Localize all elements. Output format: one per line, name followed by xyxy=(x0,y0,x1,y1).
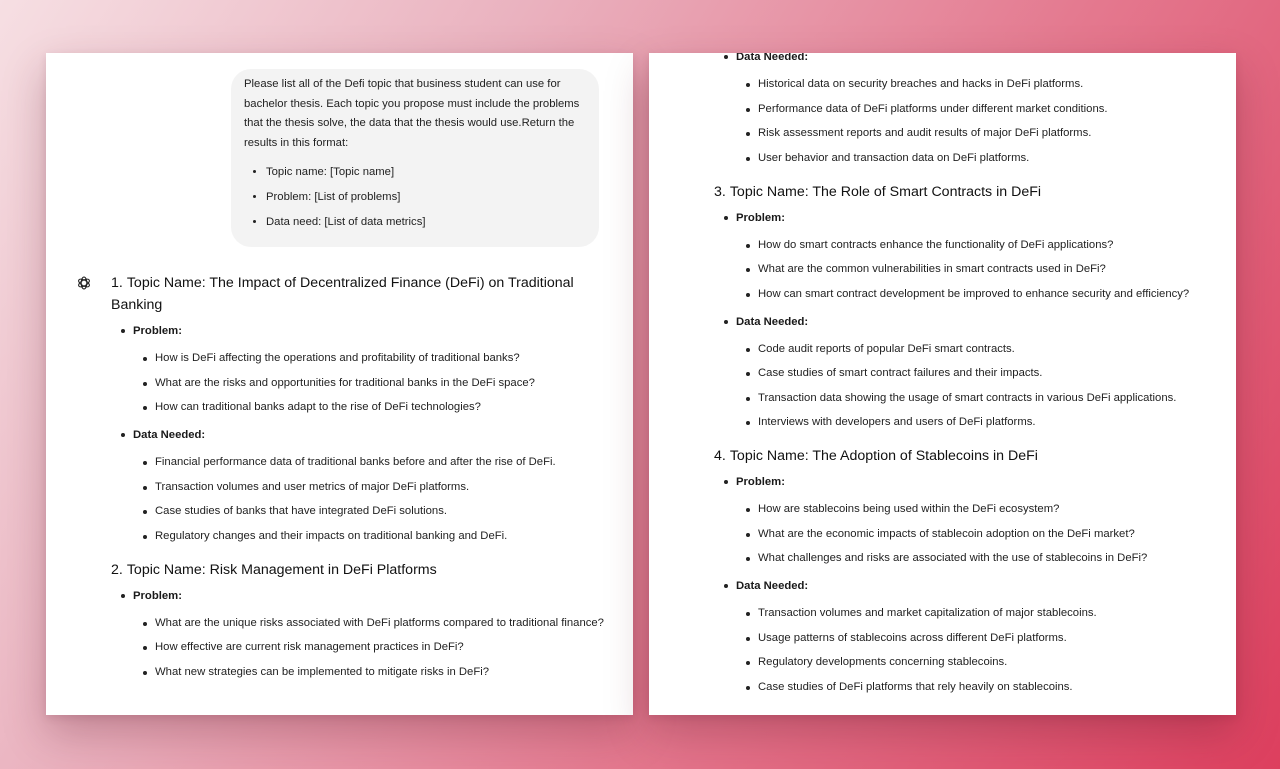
problem-item: What are the economic impacts of stablecoin adoption on the DeFi market? xyxy=(714,525,1234,544)
data-item: Interviews with developers and users of DeFi platforms. xyxy=(714,413,1234,432)
problem-label: Problem: xyxy=(714,208,1234,228)
chat-panel-left xyxy=(46,53,633,715)
data-item: Transaction volumes and market capitalization of major stablecoins. xyxy=(714,604,1234,623)
data-item: Code audit reports of popular DeFi smart contracts. xyxy=(714,340,1234,359)
format-item: • Problem: [List of problems] xyxy=(266,188,585,208)
data-item: Case studies of banks that have integrated DeFi solutions. xyxy=(111,502,611,521)
topic-number: 4. xyxy=(714,448,726,464)
problem-item: How can traditional banks adapt to the rise of DeFi technologies? xyxy=(111,398,611,417)
data-needed-label: Data Needed: xyxy=(714,312,1234,332)
data-item: User behavior and transaction data on DeFi platforms. xyxy=(714,149,1234,168)
data-item: Case studies of smart contract failures and their impacts. xyxy=(714,364,1234,383)
problem-item: How is DeFi affecting the operations and profitability of traditional banks? xyxy=(111,349,611,368)
data-item: Usage patterns of stablecoins across different DeFi platforms. xyxy=(714,629,1234,648)
data-list xyxy=(111,453,611,546)
problem-item: What are the risks and opportunities for traditional banks in the DeFi space? xyxy=(111,374,611,393)
data-needed-label: Data Needed: xyxy=(111,425,611,445)
problem-item: How are stablecoins being used within the DeFi ecosystem? xyxy=(714,500,1234,519)
problem-list xyxy=(111,614,611,682)
data-item: Regulatory changes and their impacts on traditional banking and DeFi. xyxy=(111,527,611,546)
topic-title-text: Topic Name: Risk Management in DeFi Platforms xyxy=(126,561,437,578)
topic-title-text: Topic Name: The Role of Smart Contracts in DeFi xyxy=(729,183,1042,200)
data-item: Historical data on security breaches and hacks in DeFi platforms. xyxy=(714,75,1234,94)
openai-logo-icon xyxy=(76,275,92,291)
user-message-bubble xyxy=(231,69,599,247)
topic-title xyxy=(714,181,1234,203)
problem-item: What are the common vulnerabilities in smart contracts used in DeFi? xyxy=(714,260,1234,279)
problem-item: What new strategies can be implemented to mitigate risks in DeFi? xyxy=(111,663,611,682)
data-item: Performance data of DeFi platforms under different market conditions. xyxy=(714,100,1234,119)
problem-list xyxy=(111,349,611,417)
assistant-response-continued xyxy=(714,53,1234,697)
problem-item: What are the unique risks associated with DeFi platforms compared to traditional finance? xyxy=(111,614,611,633)
assistant-response xyxy=(111,272,611,682)
topic-number: 1. xyxy=(111,275,123,291)
data-needed-label: Data Needed: xyxy=(714,53,1234,67)
format-item: • Data need: [List of data metrics] xyxy=(266,213,585,233)
topic-title xyxy=(111,559,611,581)
topic-number: 2. xyxy=(111,561,123,578)
problem-label: Problem: xyxy=(111,321,611,341)
data-item: Risk assessment reports and audit results of major DeFi platforms. xyxy=(714,124,1234,143)
format-item: • Topic name: [Topic name] xyxy=(266,163,585,183)
problem-list xyxy=(714,500,1234,568)
chat-panel-right xyxy=(649,53,1236,715)
problem-label: Problem: xyxy=(714,472,1234,492)
data-list xyxy=(714,604,1234,697)
problem-item: What challenges and risks are associated with the use of stablecoins in DeFi? xyxy=(714,549,1234,568)
data-item: Financial performance data of traditional banks before and after the rise of DeFi. xyxy=(111,453,611,472)
data-list xyxy=(714,75,1234,168)
data-item: Transaction data showing the usage of smart contracts in various DeFi applications. xyxy=(714,389,1234,408)
problem-item: How can smart contract development be improved to enhance security and efficiency? xyxy=(714,285,1234,304)
topic-title xyxy=(111,272,611,316)
data-item: Regulatory developments concerning stablecoins. xyxy=(714,653,1234,672)
data-needed-label: Data Needed: xyxy=(714,576,1234,596)
problem-list xyxy=(714,236,1234,304)
topic-number: 3. xyxy=(714,183,726,200)
data-item: Transaction volumes and user metrics of major DeFi platforms. xyxy=(111,478,611,497)
topic-title xyxy=(714,445,1234,467)
problem-item: How do smart contracts enhance the functionality of DeFi applications? xyxy=(714,236,1234,255)
user-message-text: Please list all of the Defi topic that business student can use for bachelor thesis. Each topic you propose must include the problems that the thesis solve, the data that the thesis would use.Return the results in this format: xyxy=(244,78,580,149)
data-item: Case studies of DeFi platforms that rely heavily on stablecoins. xyxy=(714,678,1234,697)
data-list xyxy=(714,340,1234,433)
format-list xyxy=(244,163,585,233)
problem-label: Problem: xyxy=(111,586,611,606)
topic-title-text: Topic Name: The Adoption of Stablecoins in DeFi xyxy=(729,448,1038,464)
topic-title-text: Topic Name: The Impact of Decentralized Finance (DeFi) on Traditional Banking xyxy=(111,275,574,313)
problem-item: How effective are current risk management practices in DeFi? xyxy=(111,638,611,657)
